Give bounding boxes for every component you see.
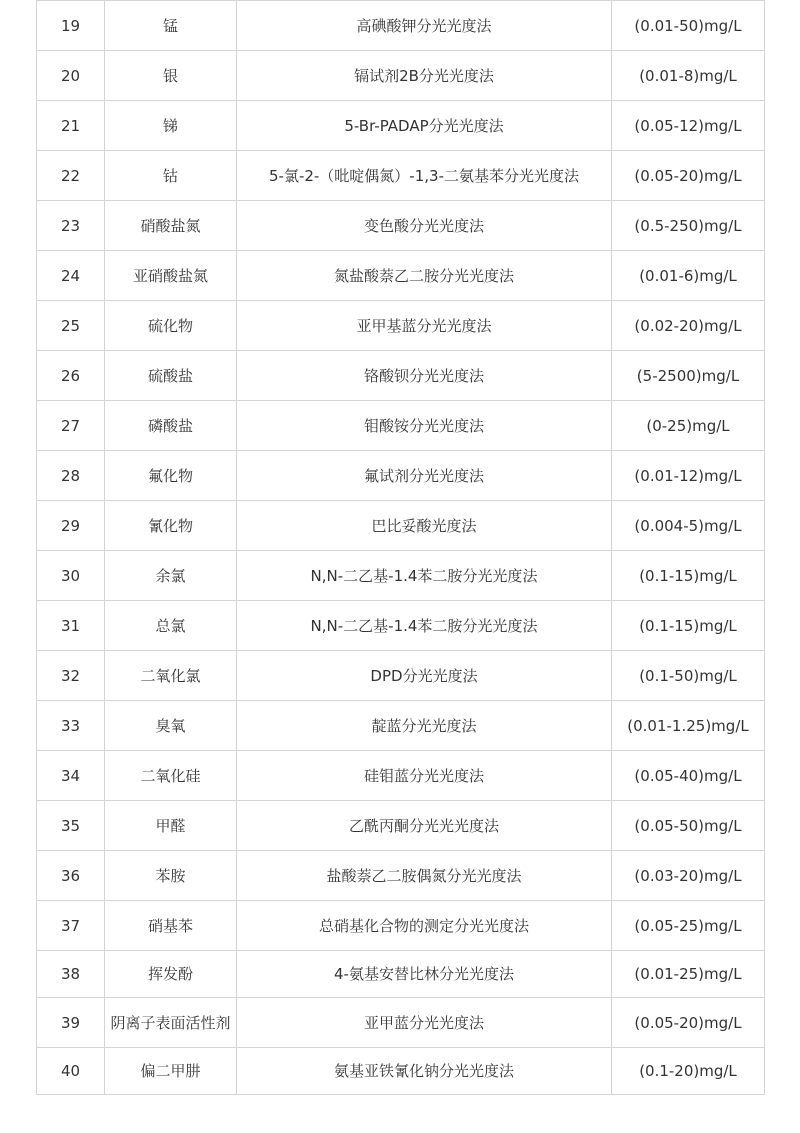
row-number-cell: 27 [37,401,105,451]
method-cell: 靛蓝分光光度法 [237,701,612,751]
row-number-cell: 29 [37,501,105,551]
row-number-cell: 19 [37,1,105,51]
parameter-table [36,0,765,1095]
range-cell: (0.1-20)mg/L [612,1048,765,1095]
table-row [37,51,765,101]
range-cell: (0.01-1.25)mg/L [612,701,765,751]
table-row [37,601,765,651]
row-number-cell: 26 [37,351,105,401]
range-cell: (0.05-20)mg/L [612,998,765,1048]
method-cell: 铬酸钡分光光度法 [237,351,612,401]
range-cell: (5-2500)mg/L [612,351,765,401]
range-cell: (0.05-25)mg/L [612,901,765,951]
table-row [37,501,765,551]
test-item-cell: 臭氧 [105,701,237,751]
test-item-cell: 磷酸盐 [105,401,237,451]
range-cell: (0.1-15)mg/L [612,601,765,651]
table-row [37,901,765,951]
method-cell: 盐酸萘乙二胺偶氮分光光度法 [237,851,612,901]
range-cell: (0.05-20)mg/L [612,151,765,201]
row-number-cell: 37 [37,901,105,951]
range-cell: (0.05-50)mg/L [612,801,765,851]
range-cell: (0.03-20)mg/L [612,851,765,901]
row-number-cell: 40 [37,1048,105,1095]
test-item-cell: 硫酸盐 [105,351,237,401]
method-cell: 氮盐酸萘乙二胺分光光度法 [237,251,612,301]
method-cell: 高碘酸钾分光光度法 [237,1,612,51]
range-cell: (0.01-50)mg/L [612,1,765,51]
table-row [37,1,765,51]
method-cell: 亚甲基蓝分光光度法 [237,301,612,351]
test-item-cell: 余氯 [105,551,237,601]
table-row [37,651,765,701]
method-cell: 4-氨基安替比林分光光度法 [237,951,612,998]
method-cell: 变色酸分光光度法 [237,201,612,251]
test-item-cell: 二氧化氯 [105,651,237,701]
table-row [37,1048,765,1095]
range-cell: (0.01-6)mg/L [612,251,765,301]
table-row [37,851,765,901]
table-row [37,151,765,201]
test-item-cell: 锑 [105,101,237,151]
row-number-cell: 20 [37,51,105,101]
method-cell: 硅钼蓝分光光度法 [237,751,612,801]
row-number-cell: 24 [37,251,105,301]
table-row [37,101,765,151]
table-row [37,251,765,301]
range-cell: (0.004-5)mg/L [612,501,765,551]
table-row [37,351,765,401]
method-cell: 氟试剂分光光度法 [237,451,612,501]
test-item-cell: 总氯 [105,601,237,651]
method-cell: 总硝基化合物的测定分光光度法 [237,901,612,951]
method-cell: 钼酸铵分光光度法 [237,401,612,451]
range-cell: (0.1-50)mg/L [612,651,765,701]
range-cell: (0.01-25)mg/L [612,951,765,998]
range-cell: (0-25)mg/L [612,401,765,451]
row-number-cell: 21 [37,101,105,151]
row-number-cell: 36 [37,851,105,901]
table-row [37,201,765,251]
table-row [37,801,765,851]
method-cell: DPD分光光度法 [237,651,612,701]
method-cell: 5-氯-2-（吡啶偶氮）-1,3-二氨基苯分光光度法 [237,151,612,201]
row-number-cell: 33 [37,701,105,751]
row-number-cell: 25 [37,301,105,351]
parameter-table-container [36,0,764,1095]
range-cell: (0.05-12)mg/L [612,101,765,151]
table-row [37,401,765,451]
test-item-cell: 阴离子表面活性剂 [105,998,237,1048]
range-cell: (0.01-12)mg/L [612,451,765,501]
method-cell: 5-Br-PADAP分光光度法 [237,101,612,151]
table-body [37,1,765,1095]
row-number-cell: 35 [37,801,105,851]
test-item-cell: 锰 [105,1,237,51]
table-row [37,998,765,1048]
test-item-cell: 银 [105,51,237,101]
table-row [37,951,765,998]
method-cell: 氨基亚铁氰化钠分光光度法 [237,1048,612,1095]
range-cell: (0.05-40)mg/L [612,751,765,801]
test-item-cell: 钴 [105,151,237,201]
row-number-cell: 32 [37,651,105,701]
test-item-cell: 硫化物 [105,301,237,351]
test-item-cell: 氰化物 [105,501,237,551]
method-cell: N,N-二乙基-1.4苯二胺分光光度法 [237,601,612,651]
row-number-cell: 23 [37,201,105,251]
test-item-cell: 亚硝酸盐氮 [105,251,237,301]
range-cell: (0.5-250)mg/L [612,201,765,251]
test-item-cell: 甲醛 [105,801,237,851]
method-cell: 镉试剂2B分光光度法 [237,51,612,101]
test-item-cell: 苯胺 [105,851,237,901]
table-row [37,301,765,351]
table-row [37,551,765,601]
method-cell: 乙酰丙酮分光光光度法 [237,801,612,851]
method-cell: 亚甲蓝分光光度法 [237,998,612,1048]
row-number-cell: 30 [37,551,105,601]
row-number-cell: 31 [37,601,105,651]
row-number-cell: 38 [37,951,105,998]
method-cell: N,N-二乙基-1.4苯二胺分光光度法 [237,551,612,601]
table-row [37,451,765,501]
test-item-cell: 二氧化硅 [105,751,237,801]
row-number-cell: 34 [37,751,105,801]
range-cell: (0.02-20)mg/L [612,301,765,351]
test-item-cell: 挥发酚 [105,951,237,998]
method-cell: 巴比妥酸光度法 [237,501,612,551]
test-item-cell: 偏二甲肼 [105,1048,237,1095]
test-item-cell: 氟化物 [105,451,237,501]
test-item-cell: 硝基苯 [105,901,237,951]
row-number-cell: 39 [37,998,105,1048]
row-number-cell: 22 [37,151,105,201]
test-item-cell: 硝酸盐氮 [105,201,237,251]
range-cell: (0.1-15)mg/L [612,551,765,601]
range-cell: (0.01-8)mg/L [612,51,765,101]
table-row [37,701,765,751]
row-number-cell: 28 [37,451,105,501]
table-row [37,751,765,801]
